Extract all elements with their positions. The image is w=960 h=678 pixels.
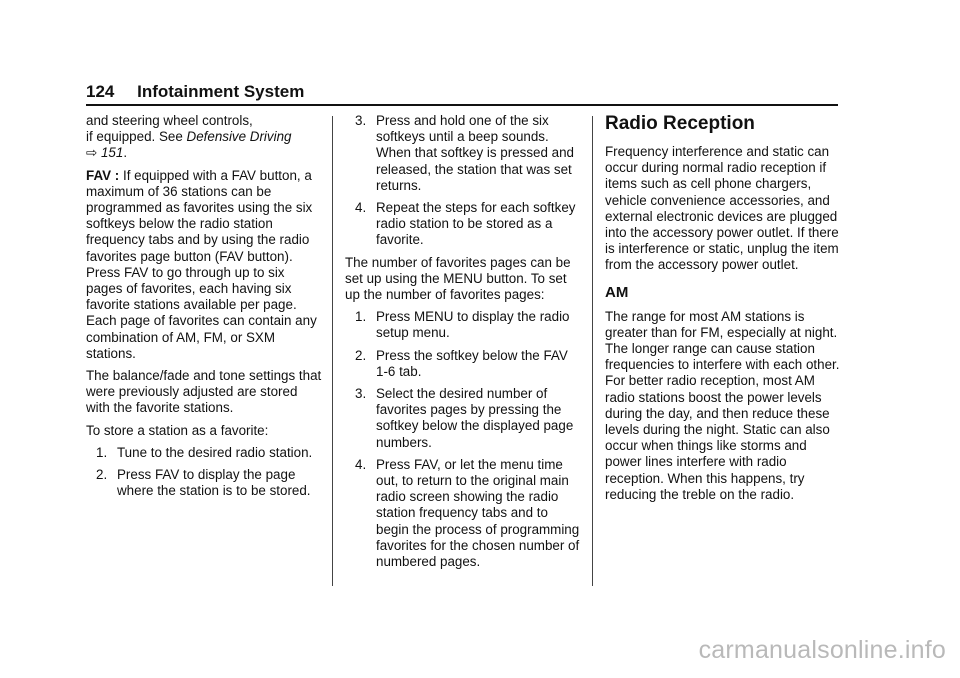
list-item: 4. Press FAV, or let the menu time out, to return to the original main radio screen showing the radio station frequency tabs and to begin the process of programming favorites for the chosen number of numbered pages.: [355, 456, 580, 570]
pages-steps-list: [345, 309, 583, 570]
am-paragraph: The range for most AM stations is greater than for FM, especially at night. The longer range can cause station frequencies to interfere with each other. For better radio reception, most AM radio stations boost the power levels during the day, and then reduce these levels during the night. Static can also occur when things like storms and power lines interfere with radio reception. When this happens, try reducing the treble on the radio.: [605, 308, 840, 502]
column-2: [345, 113, 583, 576]
page-reference-icon: ⇨: [86, 145, 98, 161]
pages-paragraph: The number of favorites pages can be set up using the MENU button. To set up the number of favorites pages:: [345, 254, 571, 303]
store-intro: To store a station as a favorite:: [86, 422, 269, 438]
page-header: [86, 82, 304, 102]
column-divider: [592, 116, 593, 586]
intro-paragraph: and steering wheel controls, if equipped. See Defensive Driving ⇨ 151.: [86, 113, 292, 161]
list-item: 3. Select the desired number of favorites pages by pressing the softkey below the displayed page numbers.: [355, 386, 574, 450]
column-1: [86, 113, 324, 505]
cross-reference-page[interactable]: 151: [100, 145, 124, 161]
list-item: 2. Press FAV to display the page where the station is to be stored.: [96, 467, 311, 499]
cross-reference-link[interactable]: Defensive Driving: [186, 129, 292, 145]
interference-paragraph: Frequency interference and static can occur during normal radio reception if items such as cell phone chargers, vehicle convenience accessories, and external electronic devices are plugged into the accessory power outlet. If there is interference or static, unplug the item from the accessory power outlet.: [605, 144, 839, 273]
column-divider: [332, 116, 333, 586]
page-title: Infotainment System: [137, 82, 305, 101]
list-item: 4. Repeat the steps for each softkey radio station to be stored as a favorite.: [355, 200, 576, 248]
column-3: [605, 113, 843, 509]
list-item: 3. Press and hold one of the six softkeys until a beep sounds. When that softkey is pressed and released, the station that was set returns.: [355, 113, 574, 193]
fav-label: FAV :: [86, 167, 120, 183]
header-rule: [86, 104, 838, 106]
fav-paragraph: [86, 168, 324, 362]
watermark: carmanualsonline.info: [698, 636, 946, 664]
section-heading: Radio Reception: [605, 113, 755, 134]
list-item: 1. Press MENU to display the radio setup menu.: [355, 309, 570, 341]
balance-paragraph: The balance/fade and tone settings that were previously adjusted are stored with the favorite stations.: [86, 368, 322, 416]
store-steps-list-continued: [345, 113, 583, 249]
fav-text: If equipped with a FAV button, a maximum of 36 stations can be programmed as favorites using the six softkeys below the radio station frequency tabs and by using the radio favorites page button (FAV button). Press FAV to go through up to six pages of favorites, each having six favorite stations available per page. Each page of favorites can contain any combination of AM, FM, or SXM stations.: [86, 167, 317, 361]
page-number: 124: [86, 82, 115, 101]
list-item: 1. Tune to the desired radio station.: [96, 444, 313, 460]
store-steps-list: [86, 445, 324, 500]
list-item: 2. Press the softkey below the FAV 1-6 tab.: [355, 347, 568, 379]
subsection-heading: AM: [605, 283, 629, 301]
